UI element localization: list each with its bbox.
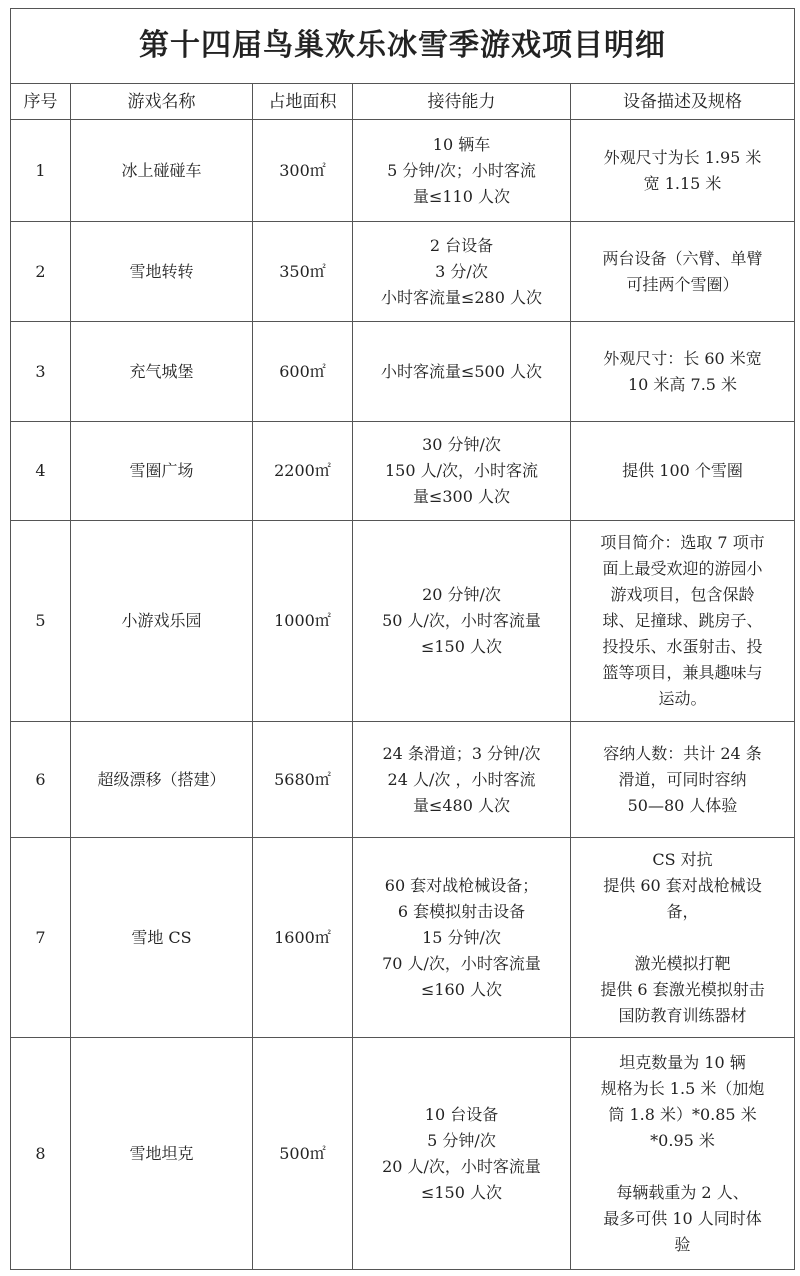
cell-area: 300㎡ xyxy=(253,120,353,222)
cell-area: 1600㎡ xyxy=(253,838,353,1038)
table-title: 第十四届鸟巢欢乐冰雪季游戏项目明细 xyxy=(11,9,795,84)
cell-capacity: 30 分钟/次 150 人/次，小时客流 量≤300 人次 xyxy=(353,422,571,521)
cell-name: 充气城堡 xyxy=(71,322,253,422)
cell-name: 冰上碰碰车 xyxy=(71,120,253,222)
cell-desc: 容纳人数：共计 24 条 滑道，可同时容纳 50—80 人体验 xyxy=(571,722,795,838)
cell-desc: 提供 100 个雪圈 xyxy=(571,422,795,521)
cell-desc: 项目简介：选取 7 项市 面上最受欢迎的游园小 游戏项目，包含保龄 球、足撞球、跳房子、 投投乐、水蛋射击、投 篮等项目，兼具趣味与 运动。 xyxy=(571,521,795,722)
cell-no: 4 xyxy=(11,422,71,521)
cell-capacity: 24 条滑道；3 分钟/次 24 人/次 ，小时客流 量≤480 人次 xyxy=(353,722,571,838)
cell-capacity: 2 台设备 3 分/次 小时客流量≤280 人次 xyxy=(353,222,571,322)
cell-capacity: 小时客流量≤500 人次 xyxy=(353,322,571,422)
cell-name: 超级漂移（搭建） xyxy=(71,722,253,838)
cell-area: 5680㎡ xyxy=(253,722,353,838)
cell-desc: 外观尺寸为长 1.95 米 宽 1.15 米 xyxy=(571,120,795,222)
cell-capacity: 10 辆车 5 分钟/次；小时客流 量≤110 人次 xyxy=(353,120,571,222)
table-row xyxy=(11,1038,795,1270)
cell-no: 6 xyxy=(11,722,71,838)
cell-area: 500㎡ xyxy=(253,1038,353,1270)
cell-area: 2200㎡ xyxy=(253,422,353,521)
cell-area: 600㎡ xyxy=(253,322,353,422)
table-row xyxy=(11,838,795,1038)
header-area: 占地面积 xyxy=(253,84,353,120)
cell-desc: 外观尺寸：长 60 米宽 10 米高 7.5 米 xyxy=(571,322,795,422)
game-items-table xyxy=(10,8,795,1270)
header-desc: 设备描述及规格 xyxy=(571,84,795,120)
cell-desc: 坦克数量为 10 辆 规格为长 1.5 米（加炮 筒 1.8 米）*0.85 米 *0.95 米 每辆载重为 2 人、 最多可供 10 人同时体 验 xyxy=(571,1038,795,1270)
cell-no: 8 xyxy=(11,1038,71,1270)
cell-capacity: 10 台设备 5 分钟/次 20 人/次，小时客流量 ≤150 人次 xyxy=(353,1038,571,1270)
table-row xyxy=(11,222,795,322)
cell-no: 3 xyxy=(11,322,71,422)
header-row xyxy=(11,84,795,120)
cell-capacity: 20 分钟/次 50 人/次，小时客流量 ≤150 人次 xyxy=(353,521,571,722)
header-capacity: 接待能力 xyxy=(353,84,571,120)
cell-area: 350㎡ xyxy=(253,222,353,322)
cell-name: 雪地转转 xyxy=(71,222,253,322)
cell-name: 雪地 CS xyxy=(71,838,253,1038)
header-name: 游戏名称 xyxy=(71,84,253,120)
cell-desc: 两台设备（六臂、单臂 可挂两个雪圈） xyxy=(571,222,795,322)
cell-name: 小游戏乐园 xyxy=(71,521,253,722)
cell-name: 雪圈广场 xyxy=(71,422,253,521)
cell-desc: CS 对抗 提供 60 套对战枪械设 备， 激光模拟打靶 提供 6 套激光模拟射击 国防教育训练器材 xyxy=(571,838,795,1038)
cell-area: 1000㎡ xyxy=(253,521,353,722)
table-row xyxy=(11,722,795,838)
table-row xyxy=(11,422,795,521)
cell-no: 5 xyxy=(11,521,71,722)
table-row xyxy=(11,322,795,422)
cell-capacity: 60 套对战枪械设备； 6 套模拟射击设备 15 分钟/次 70 人/次，小时客流量 ≤160 人次 xyxy=(353,838,571,1038)
table-row xyxy=(11,521,795,722)
cell-no: 1 xyxy=(11,120,71,222)
table-row xyxy=(11,120,795,222)
cell-name: 雪地坦克 xyxy=(71,1038,253,1270)
cell-no: 2 xyxy=(11,222,71,322)
header-no: 序号 xyxy=(11,84,71,120)
cell-no: 7 xyxy=(11,838,71,1038)
